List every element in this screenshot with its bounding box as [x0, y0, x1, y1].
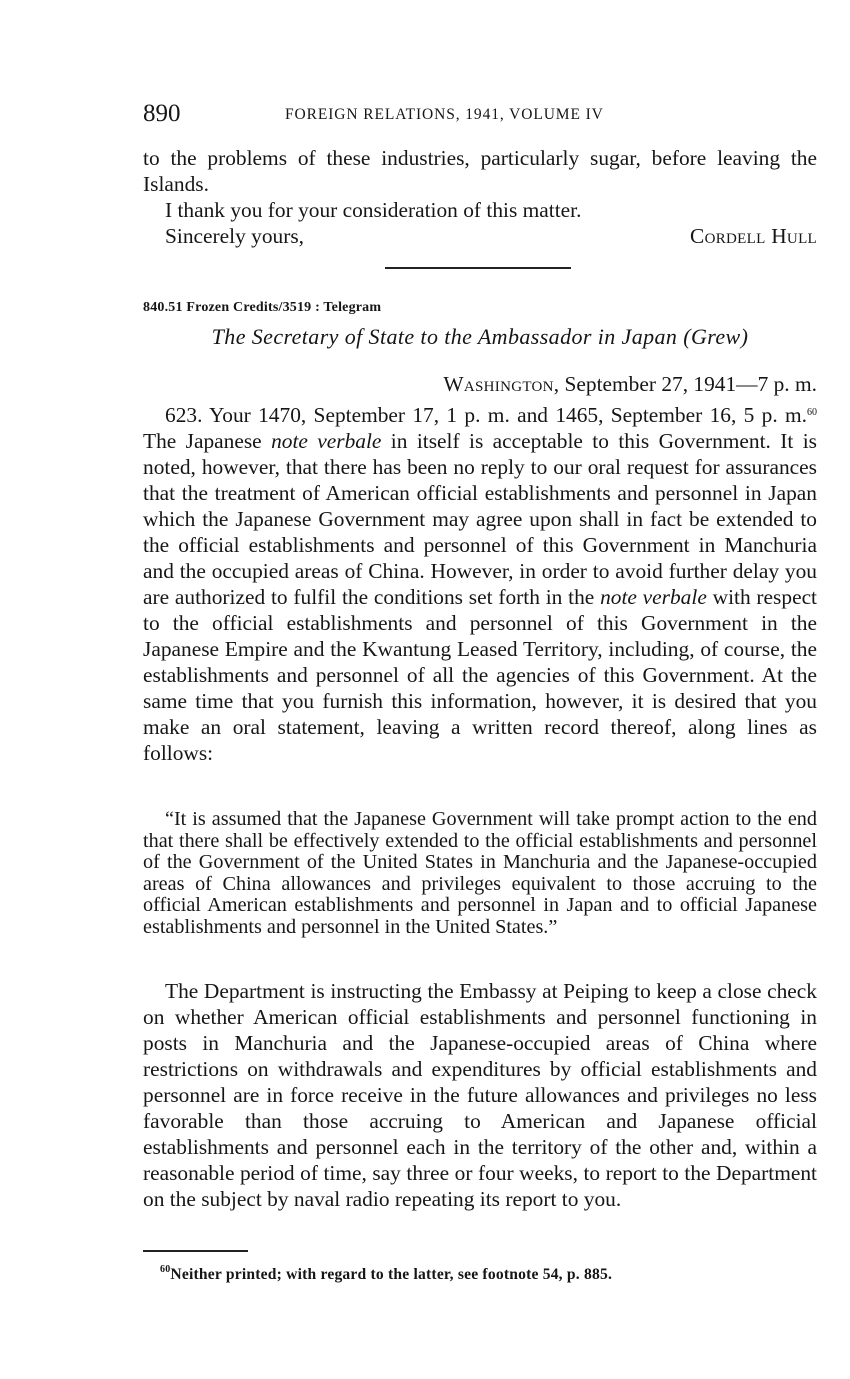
- footnote: [160, 1264, 612, 1286]
- footnote-divider: [143, 1250, 248, 1252]
- signature-name: Cordell Hull: [690, 224, 817, 248]
- document-title: The Secretary of State to the Ambassador in Japan (Grew): [211, 324, 749, 349]
- oral-statement-quote: “It is assumed that the Japanese Government will take prompt action to the end that there shall be effectively extended to the official establishments and personnel of the Government of the United States in Manchuria and the Japanese-occupied areas of China allowances and privileges equivalent to those accruing to the official American establishments and personnel in Japan and to official Japanese establishments and personnel in the United States.”: [143, 808, 817, 938]
- footnote-reference: 60: [807, 407, 817, 418]
- italic-term-note-verbale: note verbale: [271, 429, 382, 453]
- running-head: FOREIGN RELATIONS, 1941, VOLUME IV: [285, 106, 604, 123]
- dateline-place: Washington: [443, 372, 554, 396]
- department-paragraph: The Department is instructing the Embassy at Peiping to keep a close check on whether American official establishments and personnel functioning in posts in Manchuria and the Japanese-occupied areas of China where restrictions on withdrawals and expenditures by official establishments and personnel are in force receive in the future allowances and privileges no less favorable than those accruing to American and Japanese official establishments and personnel each in the territory of the other and, within a reasonable period of time, say three or four weeks, to report to the Department on the subject by naval radio repeating its report to you.: [143, 979, 817, 1211]
- section-divider: [385, 267, 571, 269]
- footnote-text: Neither printed; with regard to the latter, see footnote 54, p. 885.: [170, 1266, 613, 1283]
- previous-letter-closing-row: [165, 223, 817, 249]
- closing-salutation: Sincerely yours,: [165, 224, 305, 248]
- footnote-marker: 60: [160, 1264, 171, 1275]
- previous-letter-continuation: to the problems of these industries, particularly sugar, before leaving the Islands.: [143, 146, 817, 196]
- body-part-1: 623. Your 1470, September 17, 1 p. m. and 1465, September 16, 5 p. m.: [165, 403, 807, 427]
- file-reference: 840.51 Frozen Credits/3519 : Telegram: [143, 300, 382, 315]
- dateline: [143, 371, 817, 397]
- italic-term-note-verbale-2: note verbale: [600, 585, 707, 609]
- body-part-2: The Japanese: [143, 429, 272, 453]
- page-number: 890: [143, 100, 181, 127]
- body-part-4: with respect to the official establishments and personnel of this Government in the Japanese Empire and the Kwantung Leased Territory, including, of course, the establishments and personnel of all the agencies of this Government. At the same time that you furnish this information, however, it is desired that you make an oral statement, leaving a written record thereof, along lines as follows:: [143, 585, 818, 765]
- telegram-body-paragraph: [143, 402, 817, 766]
- body-part-3: in itself is acceptable to this Government. It is noted, however, that there has been no reply to our oral request for assurances that the treatment of American official establishments and personnel in Japan which the Japanese Government may agree upon shall in fact be extended to the official establishments and personnel of this Government in Manchuria and the occupied areas of China. However, in order to avoid further delay you are authorized to fulfil the conditions set forth in the: [143, 429, 817, 609]
- previous-letter-thanks: I thank you for your consideration of this matter.: [165, 198, 582, 222]
- dateline-date: , September 27, 1941—7 p. m.: [553, 372, 817, 396]
- page-header: [143, 98, 817, 132]
